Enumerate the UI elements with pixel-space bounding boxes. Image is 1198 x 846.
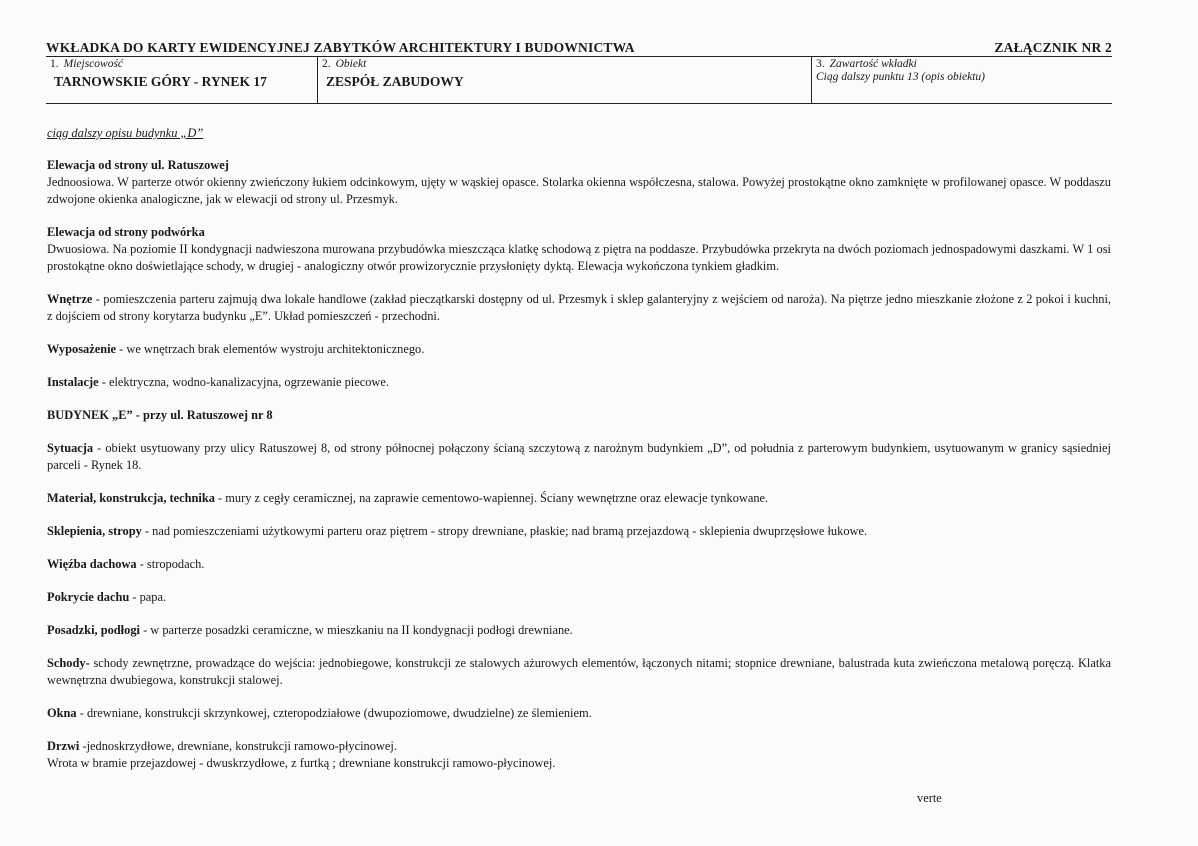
- section-floors: Posadzki, podłogi - w parterze posadzki ceramiczne, w mieszkaniu na II kondygnacji podłogi drewniane.: [47, 623, 573, 637]
- form-header: [46, 38, 1112, 104]
- section-facade-street: Elewacja od strony ul. Ratuszowej Jednoosiowa. W parterze otwór okienny zwieńczony łukiem odcinkowym, ujęty w wąskiej opasce. Stolarka okienna współczesna, stalowa. Powyżej prostokątne okno zamknięte w profilowanej opasce. W poddaszu zdwojone okienka analogiczne, jak w elewacji od strony ul. Przesmyk.: [47, 158, 1111, 206]
- section-roof-truss: Więźba dachowa - stropodach.: [47, 557, 205, 571]
- field-label: Miejscowość: [63, 58, 124, 70]
- field-value: Ciąg dalszy punktu 13 (opis obiektu): [816, 71, 985, 83]
- section-stairs: Schody- schody zewnętrzne, prowadzące do wejścia: jednobiegowe, konstrukcji ze stalowych ażurowych elementów, łączonych nitami; stopnice drewniane, balustrada kuta zwieńczona metalową poręczą. Klatka wewnętrzna dwubiegowa, konstrukcji stalowej.: [47, 656, 1111, 687]
- field-object: 2. Obiekt ZESPÓŁ ZABUDOWY: [317, 57, 811, 103]
- section-ceilings: Sklepienia, stropy - nad pomieszczeniami użytkowymi parteru oraz piętrem - stropy drewniane, płaskie; nad bramą przejazdową - sklepienia dwuprzęsłowe łukowe.: [47, 524, 868, 538]
- section-windows: Okna - drewniane, konstrukcji skrzynkowej, czteropodziałowe (dwupoziomowe, dwudzielne) ze ślemieniem.: [47, 706, 592, 720]
- field-contents: 3. Zawartość wkładki Ciąg dalszy punktu 13 (opis obiektu): [811, 57, 1112, 103]
- building-e-heading: BUDYNEK „E” - przy ul. Ratuszowej nr 8: [47, 408, 273, 422]
- field-value: TARNOWSKIE GÓRY - RYNEK 17: [54, 74, 267, 89]
- section-location: Sytuacja - obiekt usytuowany przy ulicy Ratuszowej 8, od strony północnej połączony ścianą szczytową z narożnym budynkiem „D”, od południa z parterowym budynkiem, usytuowanym w granicy sąsiedniej parceli - Rynek 18.: [47, 441, 1111, 472]
- annex-label: ZAŁĄCZNIK NR 2: [994, 40, 1112, 55]
- section-roofing: Pokrycie dachu - papa.: [47, 590, 167, 604]
- document-body: [47, 125, 1111, 788]
- verte-note: verte: [917, 791, 942, 805]
- field-label: Obiekt: [335, 58, 367, 70]
- field-locality: 1. Miejscowość TARNOWSKIE GÓRY - RYNEK 17: [46, 57, 317, 103]
- section-doors: Drzwi -jednoskrzydłowe, drewniane, konstrukcji ramowo-płycinowej. Wrota w bramie przejazdowej - dwuskrzydłowe, z furtką ; drewniane konstrukcji ramowo-płycinowej.: [47, 739, 556, 770]
- section-facade-yard: Elewacja od strony podwórka Dwuosiowa. Na poziomie II kondygnacji nadwieszona murowana przybudówka mieszcząca klatkę schodową z piętra na poddasze. Przybudówka przekryta na dwóch poziomach jednospadowymi daszkami. W 1 osi prostokątne okno doświetlające schody, w drugiej - analogiczny otwór prowizorycznie przysłonięty dyktą. Elewacja wykończona tynkiem gładkim.: [47, 225, 1111, 273]
- section-installations: Instalacje - elektryczna, wodno-kanalizacyjna, ogrzewanie piecowe.: [47, 375, 389, 389]
- section-interior: Wnętrze - pomieszczenia parteru zajmują dwa lokale handlowe (zakład pieczątkarski dostępny od ul. Przesmyk i sklep galanteryjny z wejściem od naroża). Na piętrze jedno mieszkanie złożone z 2 pokoi i kuchni, z dojściem od strony korytarza budynku „E”. Układ pomieszczeń - przechodni.: [47, 292, 1111, 323]
- section-material: Materiał, konstrukcja, technika - mury z cegły ceramicznej, na zaprawie cementowo-wapiennej. Ściany wewnętrzne oraz elewacje tynkowane.: [47, 491, 769, 505]
- header-title-row: [46, 38, 1112, 57]
- header-fields-row: [46, 57, 1112, 104]
- field-label: Zawartość wkładki: [829, 58, 917, 70]
- document-title: WKŁADKA DO KARTY EWIDENCYJNEJ ZABYTKÓW ARCHITEKTURY I BUDOWNICTWA: [46, 40, 635, 55]
- section-equipment: Wyposażenie - we wnętrzach brak elementów wystroju architektonicznego.: [47, 342, 425, 356]
- continuation-heading: ciąg dalszy opisu budynku „D”: [47, 126, 204, 140]
- field-value: ZESPÓŁ ZABUDOWY: [326, 74, 464, 89]
